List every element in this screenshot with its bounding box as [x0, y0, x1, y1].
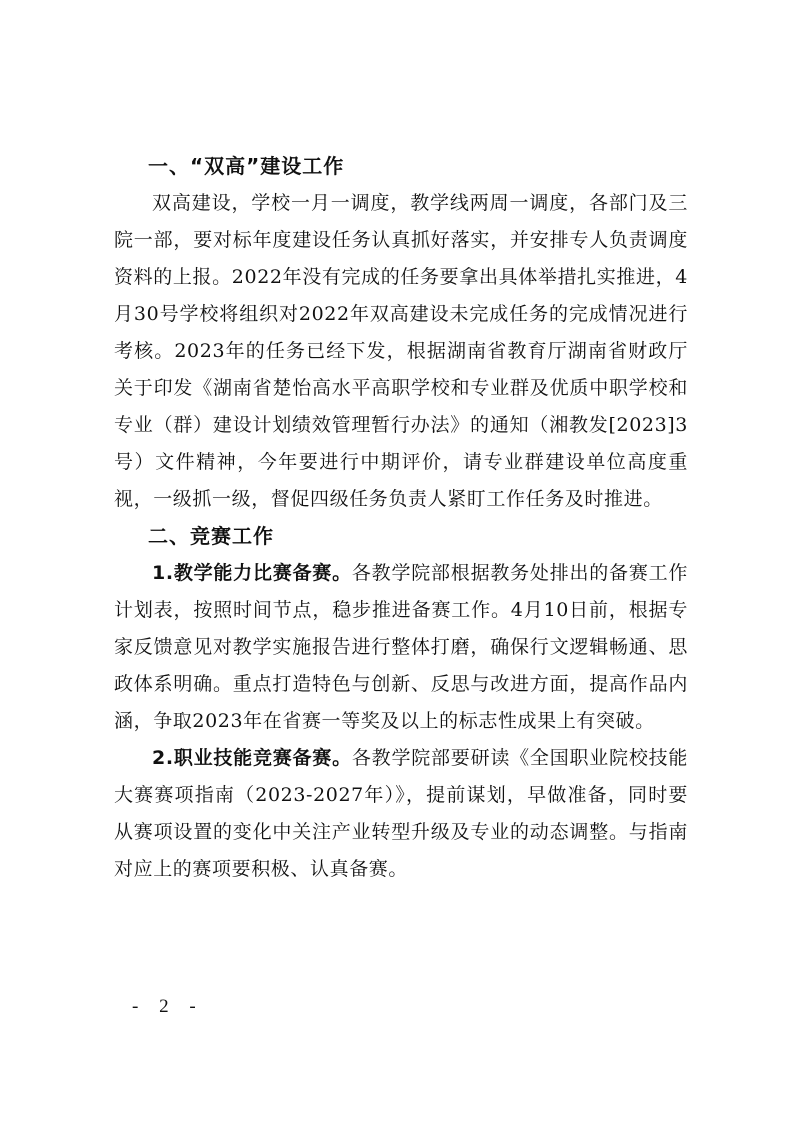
- section-2-item-1-title: 1.教学能力比赛备赛。: [152, 562, 352, 584]
- section-2-item-2-title: 2.职业技能竞赛备赛。: [152, 747, 352, 769]
- section-2-item-2: [114, 740, 688, 888]
- section-2-item-2-text: 各教学院部要研读《全国职业院校技能大赛赛项指南（2023-2027年）》，提前谋划，早做准备，同时要从赛项设置的变化中关注产业转型升级及专业的动态调整。与指南对应上的赛项要积极、认真备赛。: [114, 747, 688, 880]
- document-body: [114, 148, 688, 888]
- page-number: - 2 -: [132, 996, 204, 1017]
- section-1-heading: 一、“双高”建设工作: [148, 154, 345, 178]
- section-2-item-1-text: 各教学院部根据教务处排出的备赛工作计划表，按照时间节点，稳步推进备赛工作。4月10日前，根据专家反馈意见对教学实施报告进行整体打磨，确保行文逻辑畅通、思政体系明确。重点打造特色与创新、反思与改进方面，提高作品内涵，争取2023年在省赛一等奖及以上的标志性成果上有突破。: [114, 562, 688, 732]
- section-2-heading: 二、竞赛工作: [148, 524, 274, 548]
- section-1-paragraph: 双高建设，学校一月一调度，教学线两周一调度，各部门及三院一部，要对标年度建设任务认真抓好落实，并安排专人负责调度资料的上报。2022年没有完成的任务要拿出具体举措扎实推进，4月30号学校将组织对2022年双高建设未完成任务的完成情况进行考核。2023年的任务已经下发，根据湖南省教育厅湖南省财政厅关于印发《湖南省楚怡高水平高职学校和专业群及优质中职学校和专业（群）建设计划绩效管理暂行办法》的通知（湘教发[2023]3号）文件精神，今年要进行中期评价，请专业群建设单位高度重视，一级抓一级，督促四级任务负责人紧盯工作任务及时推进。: [114, 192, 688, 510]
- section-2-item-1: [114, 555, 688, 740]
